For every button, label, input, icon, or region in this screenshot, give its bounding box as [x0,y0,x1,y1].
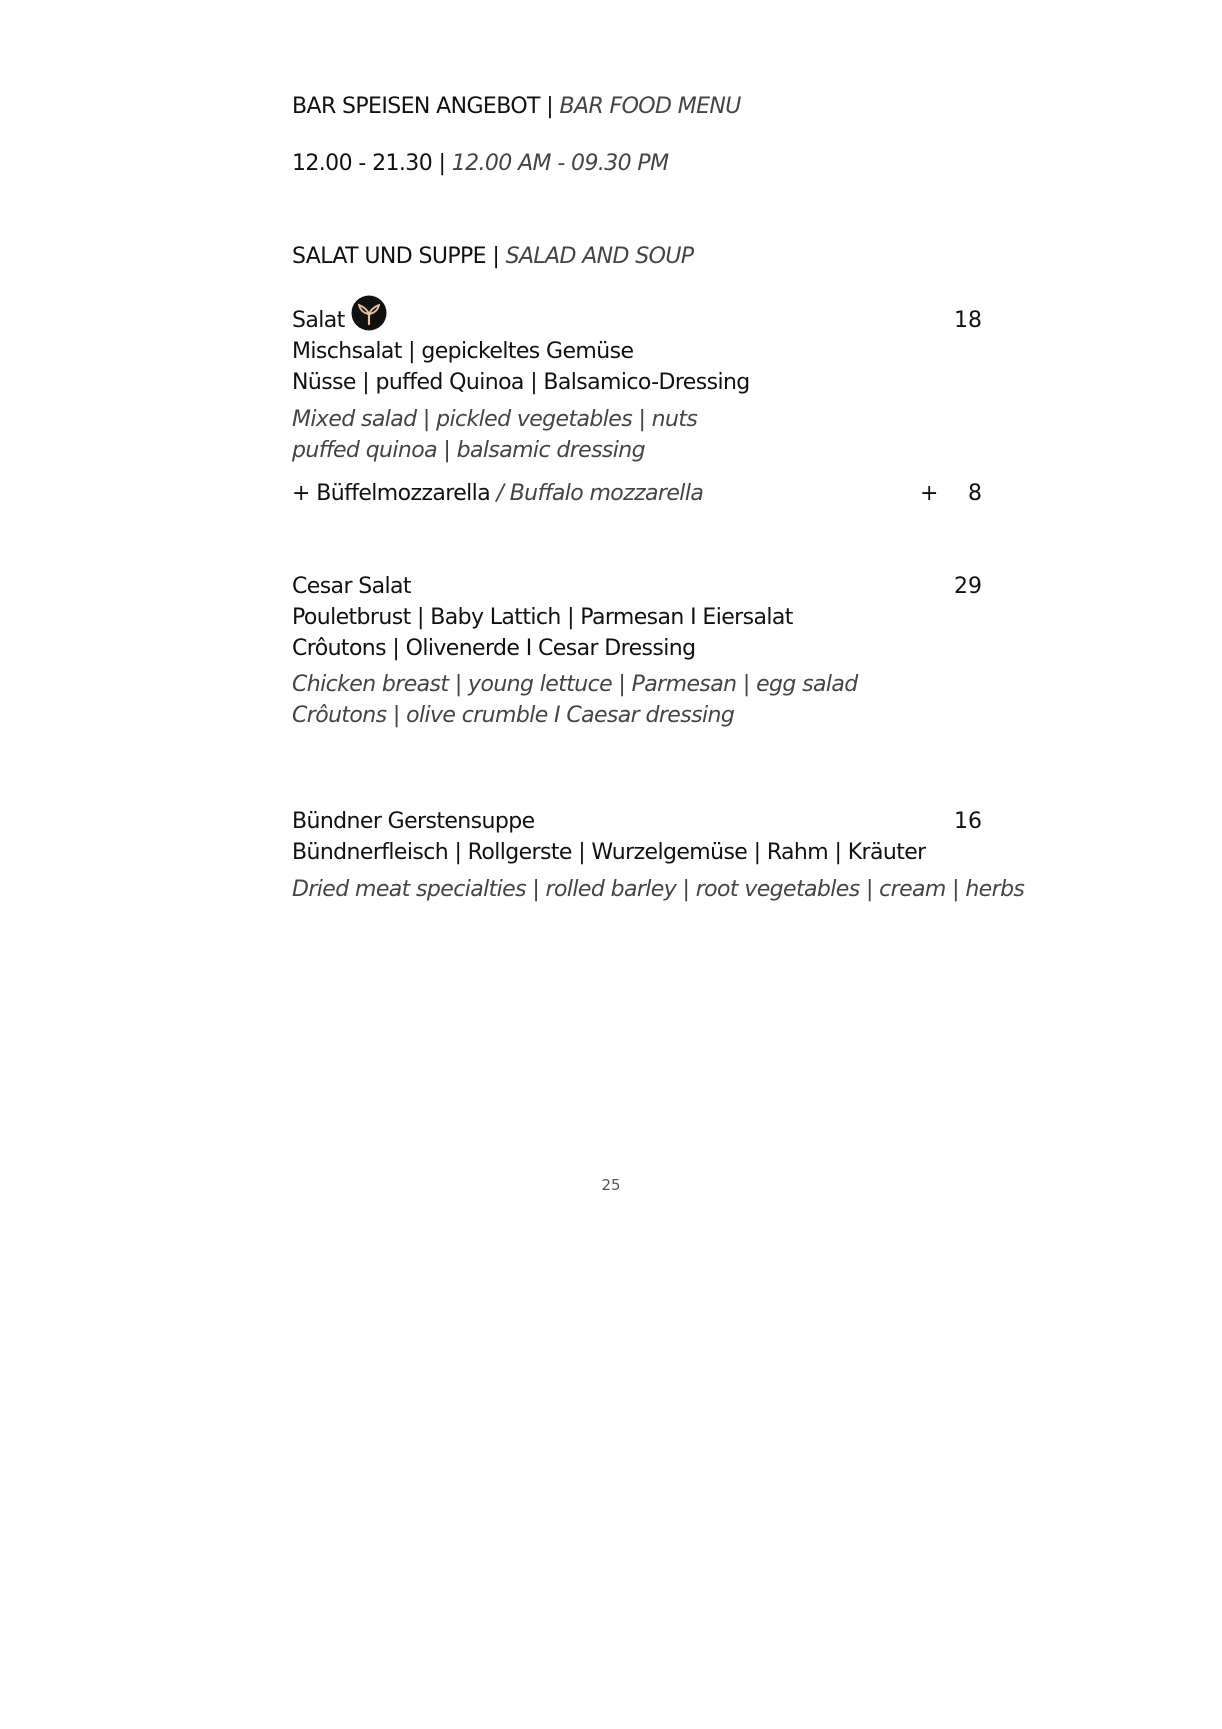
section-title-de: SALAT UND SUPPE [292,244,486,269]
item-addon-salat [292,483,703,505]
item-desc-en-gerstensuppe: Dried meat specialties | rolled barley | root vegetables | cream | herbs [292,877,1025,902]
section-title-en: SALAD AND SOUP [505,244,694,269]
opening-hours-de: 12.00 - 21.30 [292,151,433,176]
addon-name-de: + Büffelmozzarella [292,481,491,506]
item-desc-en-salat-2: puffed quinoa | balsamic dressing [292,438,646,463]
menu-title-en: BAR FOOD MENU [559,94,741,119]
vegan-sprout-icon [351,295,387,331]
item-desc-de-gerstensuppe: Bündnerfleisch | Rollgerste | Wurzelgemüse | Rahm | Kräuter [292,840,926,865]
menu-title-de: BAR SPEISEN ANGEBOT [292,94,540,119]
item-desc-en-salat-1: Mixed salad | pickled vegetables | nuts [292,407,698,432]
item-desc-en-cesar-1: Chicken breast | young lettuce | Parmesan | egg salad [292,672,858,697]
page-number: 25 [601,1176,621,1194]
item-price-salat: 18 [954,308,982,333]
hours-separator: | [438,151,446,176]
item-name-cesar-salat: Cesar Salat [292,574,411,599]
item-desc-de-cesar-2: Crôutons | Olivenerde I Cesar Dressing [292,636,696,661]
addon-name-en: / Buffalo mozzarella [496,481,704,506]
addon-price: 8 [968,481,982,506]
section-separator: | [492,244,500,269]
item-desc-de-salat-1: Mischsalat | gepickeltes Gemüse [292,339,634,364]
item-desc-de-salat-2: Nüsse | puffed Quinoa | Balsamico-Dressing [292,370,750,395]
item-name-salat: Salat [292,308,345,333]
opening-hours [292,153,668,175]
menu-title [292,96,741,118]
item-name-gerstensuppe: Bündner Gerstensuppe [292,809,535,834]
opening-hours-en: 12.00 AM - 09.30 PM [451,151,669,176]
item-price-gerstensuppe: 16 [954,809,982,834]
addon-plus-sign: + [920,481,938,506]
item-desc-en-cesar-2: Crôutons | olive crumble I Caesar dressing [292,703,735,728]
title-separator: | [546,94,554,119]
item-desc-de-cesar-1: Pouletbrust | Baby Lattich | Parmesan I Eiersalat [292,605,793,630]
section-title [292,246,694,268]
item-price-cesar-salat: 29 [954,574,982,599]
